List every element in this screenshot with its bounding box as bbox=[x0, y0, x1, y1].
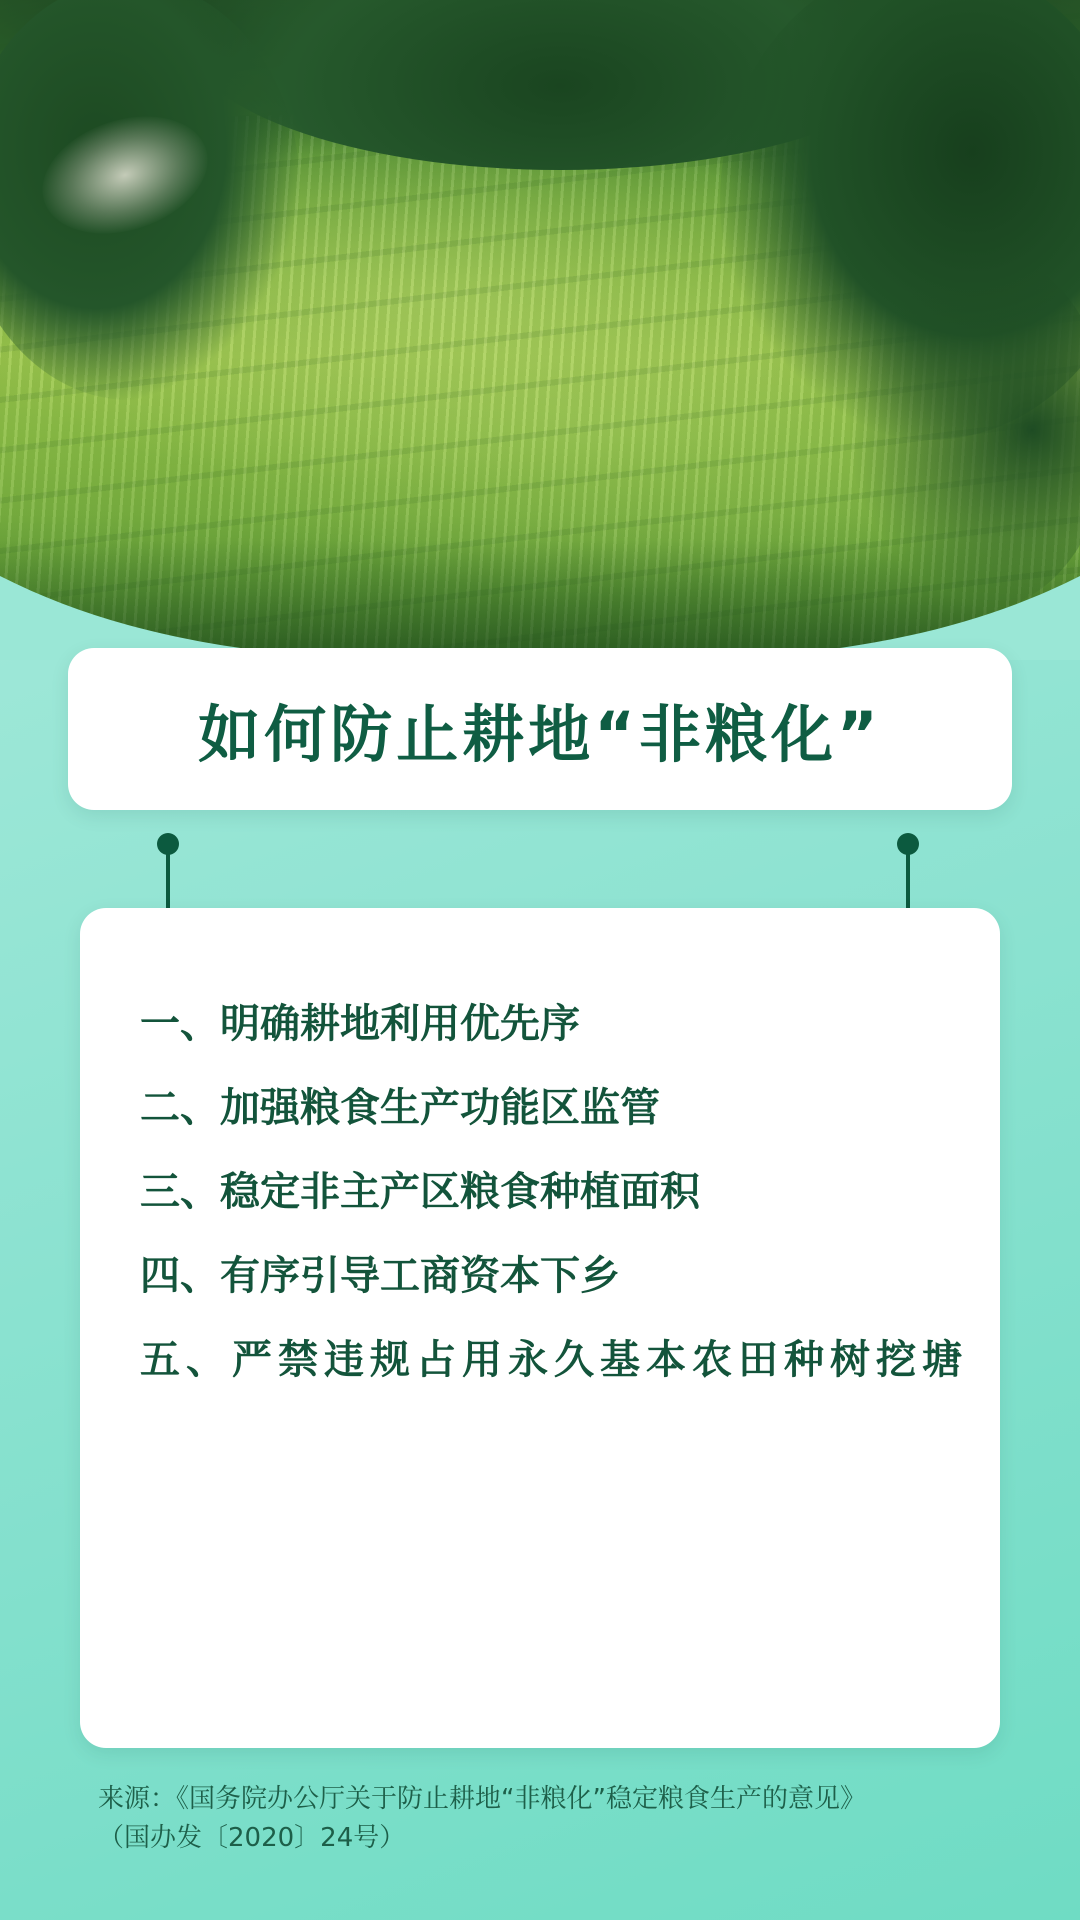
page-title: 如何防止耕地“非粮化” bbox=[198, 697, 882, 771]
source-line-2: （国办发〔2020〕24号） bbox=[98, 1823, 406, 1853]
list-item: 二、加强粮食生产功能区监管 bbox=[140, 1085, 660, 1131]
list-item: 四、有序引导工商资本下乡 bbox=[140, 1253, 620, 1299]
source-line-1: 来源：《国务院办公厅关于防止耕地“非粮化”稳定粮食生产的意见》 bbox=[98, 1784, 866, 1814]
list-item: 一、明确耕地利用优先序 bbox=[140, 1001, 580, 1047]
title-card bbox=[68, 648, 1012, 810]
list-item: 三、稳定非主产区粮食种植面积 bbox=[140, 1169, 700, 1215]
list-item: 五、严禁违规占用永久基本农田种树挖塘 bbox=[140, 1337, 968, 1383]
content-card bbox=[80, 908, 1000, 1748]
hero-curve-mask bbox=[0, 542, 1080, 660]
source-note bbox=[98, 1780, 998, 1858]
hero-image bbox=[0, 0, 1080, 660]
